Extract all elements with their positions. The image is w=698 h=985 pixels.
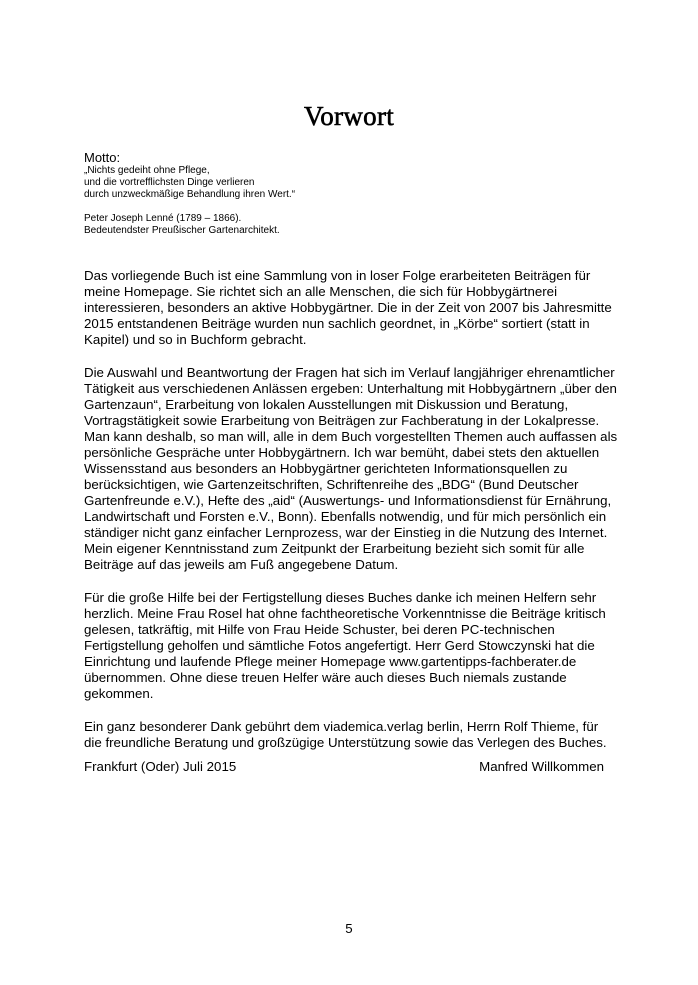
paragraph-line: Vortragstätigkeit sowie Erarbeitung von Beiträgen zur Fachberatung in der Lokalpresse. xyxy=(84,413,600,428)
paragraph-line: die freundliche Beratung und großzügige Unterstützung sowie das Verlegen des Buches. xyxy=(84,735,607,750)
author-name: Manfred Willkommen xyxy=(479,759,604,774)
paragraph-line: Kapitel) und so in Buchform gebracht. xyxy=(84,332,307,347)
paragraph-intro xyxy=(84,268,624,348)
paragraph-line: Das vorliegende Buch ist eine Sammlung von in loser Folge erarbeiteten Beiträgen für xyxy=(84,268,591,283)
paragraph-line: berücksichtigen, wie Gartenzeitschriften, Schriftenreihe des „BDG“ (Bund Deutscher xyxy=(84,477,579,492)
page-title: Vorwort xyxy=(303,101,395,132)
motto-attribution-line: Peter Joseph Lenné (1789 – 1866). xyxy=(84,213,242,224)
motto-quote-line: durch unzweckmäßige Behandlung ihren Wert.“ xyxy=(84,189,296,200)
paragraph-thanks-publisher xyxy=(84,719,624,751)
paragraph-line: Gartenzaun“, Erarbeitung von lokalen Ausstellungen mit Diskussion und Beratung, xyxy=(84,397,569,412)
paragraph-line: Landwirtschaft und Forsten e.V., Bonn). Ebenfalls notwendig, und für mich persönlich ein xyxy=(84,509,607,524)
paragraph-selection xyxy=(84,365,624,573)
paragraph-line: Fertigstellung geholfen und sämtliche Fotos angefertigt. Herr Gerd Stowczynski hat die xyxy=(84,638,595,653)
motto-attribution xyxy=(84,213,624,237)
place-date: Frankfurt (Oder) Juli 2015 xyxy=(84,759,237,774)
paragraph-line: Tätigkeit aus verschiedenen Anlässen ergeben: Unterhaltung mit Hobbygärtnern „über den xyxy=(84,381,617,396)
paragraph-line: Einrichtung und laufende Pflege meiner Homepage www.gartentipps-fachberater.de xyxy=(84,654,577,669)
paragraph-line: Gartenfreunde e.V.), Hefte des „aid“ (Auswertungs- und Informationsdienst für Ernährung, xyxy=(84,493,612,508)
paragraph-line: meine Homepage. Sie richtet sich an alle Menschen, die sich für Hobbygärtnerei xyxy=(84,284,558,299)
page-number: 5 xyxy=(345,921,353,936)
motto-quote-line: „Nichts gedeiht ohne Pflege, xyxy=(84,165,210,176)
paragraph-line: gekommen. xyxy=(84,686,154,701)
motto-quote-line: und die vortrefflichsten Dinge verlieren xyxy=(84,177,255,188)
paragraph-line: herzlich. Meine Frau Rosel hat ohne fachtheoretische Vorkenntnisse die Beiträge kritisch xyxy=(84,606,606,621)
signature-line xyxy=(84,759,604,775)
paragraph-thanks-helpers xyxy=(84,590,624,702)
paragraph-line: Man kann deshalb, so man will, alle in dem Buch vorgestellten Themen auch auffassen als xyxy=(84,429,618,444)
paragraph-line: Beiträge auf das jeweils am Fuß angegebene Datum. xyxy=(84,557,399,572)
body-text xyxy=(84,268,624,768)
paragraph-line: Wissensstand aus besonders an Hobbygärtner gerichteten Informationsquellen zu xyxy=(84,461,568,476)
paragraph-line: gelesen, tatkräftig, mit Hilfe von Frau Heide Schuster, bei deren PC-technischen xyxy=(84,622,555,637)
paragraph-line: 2015 entstandenen Beiträge wurden nun sachlich geordnet, in „Körbe“ sortiert (statt in xyxy=(84,316,590,331)
paragraph-line: Die Auswahl und Beantwortung der Fragen hat sich im Verlauf langjähriger ehrenamtlicher xyxy=(84,365,615,380)
paragraph-line: übernommen. Ohne diese treuen Helfer wäre auch dieses Buch niemals zustande xyxy=(84,670,567,685)
motto-label: Motto: xyxy=(84,150,121,165)
paragraph-line: interessieren, besonders an aktive Hobbygärtner. Die in der Zeit von 2007 bis Jahresmitte xyxy=(84,300,612,315)
paragraph-line: Ein ganz besonderer Dank gebührt dem viademica.verlag berlin, Herrn Rolf Thieme, für xyxy=(84,719,599,734)
paragraph-line: ständiger nicht ganz einfacher Lernprozess, war der Einstieg in die Nutzung des Internet. xyxy=(84,525,608,540)
paragraph-line: Mein eigener Kenntnisstand zum Zeitpunkt der Erarbeitung bezieht sich somit für alle xyxy=(84,541,585,556)
paragraph-line: Für die große Hilfe bei der Fertigstellung dieses Buches danke ich meinen Helfern sehr xyxy=(84,590,597,605)
motto-attribution-line: Bedeutendster Preußischer Gartenarchitekt. xyxy=(84,225,280,236)
paragraph-line: persönliche Gespräche unter Hobbygärtnern. Ich war bemüht, dabei stets den aktuellen xyxy=(84,445,600,460)
motto-block xyxy=(84,150,624,237)
